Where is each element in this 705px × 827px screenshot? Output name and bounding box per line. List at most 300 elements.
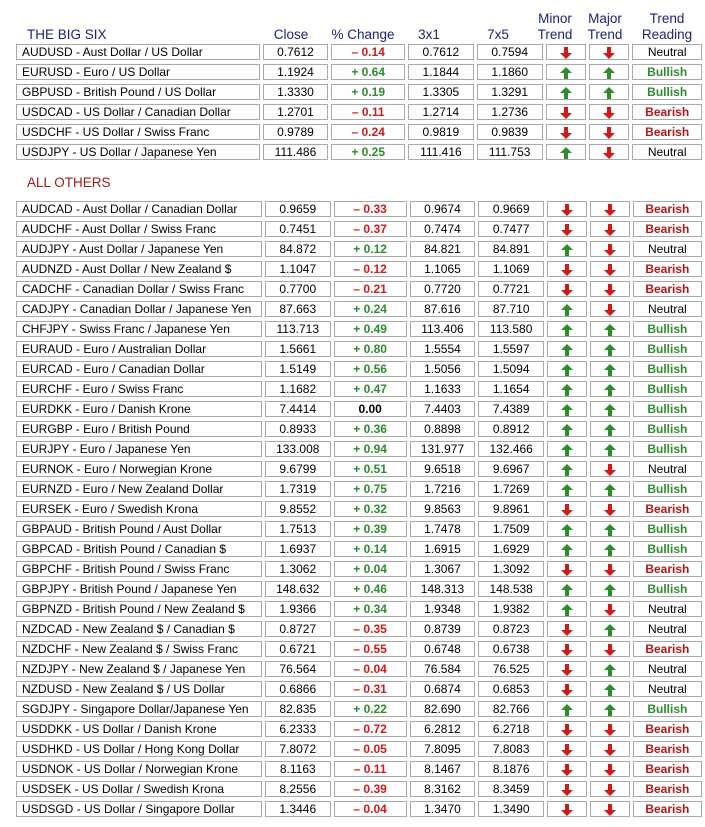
close-value: 0.8727 [265,621,331,637]
pair-name: USDSGD - US Dollar / Singapore Dollar [16,801,262,817]
close-value: 82.835 [265,701,331,717]
table-row [16,124,702,140]
arrow-up-icon [604,482,616,496]
value-3x1: 111.416 [408,144,474,160]
trend-reading-value: Bearish [633,561,702,577]
value-3x1: 0.6874 [410,681,476,697]
trend-reading-value: Bullish [633,521,702,537]
minor-trend-cell [547,401,587,417]
value-7x5: 1.5597 [478,341,544,357]
arrow-down-icon [604,742,616,756]
pct-change-value: + 0.51 [334,461,407,477]
arrow-up-icon [603,65,615,79]
arrow-down-icon [604,722,616,736]
arrow-up-icon [604,382,616,396]
close-value: 1.2701 [263,104,329,120]
minor-trend-cell [547,641,587,657]
arrow-down-icon [604,502,616,516]
trend-reading-value: Neutral [632,44,702,60]
close-value: 0.7451 [265,221,331,237]
value-3x1: 87.616 [410,301,476,317]
value-3x1: 1.1633 [410,381,476,397]
table-row [16,621,702,637]
major-trend-cell [590,481,630,497]
value-3x1: 0.6748 [410,641,476,657]
value-7x5: 111.753 [477,144,543,160]
table-row [16,741,702,757]
close-value: 6.2333 [265,721,331,737]
close-value: 0.9789 [263,124,329,140]
value-7x5: 0.6738 [478,641,544,657]
pct-change-value: + 0.80 [334,341,407,357]
arrow-down-icon [561,222,573,236]
arrow-up-icon [604,442,616,456]
table-row [16,221,702,237]
arrow-down-icon [561,622,573,636]
col-7x5: 7x5 [487,27,509,42]
table-row [16,501,702,517]
arrow-up-icon [604,322,616,336]
pct-change-value: – 0.35 [334,621,407,637]
arrow-up-icon [603,85,615,99]
pair-name: GBPJPY - British Pound / Japanese Yen [16,581,262,597]
value-3x1: 0.7720 [410,281,476,297]
value-7x5: 7.8083 [478,741,544,757]
table-row [16,321,702,337]
pair-name: AUDNZD - Aust Dollar / New Zealand $ [16,261,262,277]
minor-trend-cell [547,741,587,757]
pair-name: EURAUD - Euro / Australian Dollar [16,341,262,357]
arrow-up-icon [560,65,572,79]
minor-trend-cell [547,521,587,537]
value-3x1: 8.3162 [410,781,476,797]
value-3x1: 0.8898 [410,421,476,437]
trend-reading-value: Bullish [633,541,702,557]
pct-change-value: – 0.04 [334,801,407,817]
table-row [16,104,702,120]
major-trend-cell [590,321,630,337]
arrow-down-icon [604,302,616,316]
pair-name: GBPUSD - British Pound / US Dollar [16,84,260,100]
minor-trend-cell [547,561,587,577]
close-value: 76.564 [265,661,331,677]
close-value: 1.1924 [263,64,329,80]
value-7x5: 0.7477 [478,221,544,237]
arrow-up-icon [604,422,616,436]
trend-reading-value: Bearish [633,721,702,737]
minor-trend-cell [547,441,587,457]
pct-change-value: – 0.05 [334,741,407,757]
value-7x5: 0.9839 [477,124,543,140]
close-value: 0.7612 [263,44,329,60]
table-row [16,461,702,477]
close-value: 1.1047 [265,261,331,277]
table-row [16,301,702,317]
arrow-up-icon [561,542,573,556]
major-trend-cell [590,501,630,517]
trend-reading-value: Bearish [633,261,702,277]
major-trend-cell [590,661,630,677]
arrow-up-icon [561,482,573,496]
value-7x5: 8.3459 [478,781,544,797]
value-3x1: 9.8563 [410,501,476,517]
col-major-trend-line2: Trend [587,27,623,42]
major-trend-cell [590,241,630,257]
pct-change-value: + 0.19 [331,84,405,100]
value-3x1: 1.3305 [408,84,474,100]
value-7x5: 0.8912 [478,421,544,437]
close-value: 8.1163 [265,761,331,777]
pair-name: NZDCHF - New Zealand $ / Swiss Franc [16,641,262,657]
close-value: 9.6799 [265,461,331,477]
major-trend-cell [590,621,630,637]
major-trend-cell [590,421,630,437]
trend-reading-value: Bullish [633,481,702,497]
minor-trend-cell [547,241,587,257]
table-row [16,201,702,217]
minor-trend-cell [546,104,586,120]
pair-name: USDDKK - US Dollar / Danish Krone [16,721,262,737]
arrow-up-icon [561,462,573,476]
pct-change-value: + 0.14 [334,541,407,557]
table-row [16,421,702,437]
close-value: 1.6937 [265,541,331,557]
pair-name: SGDJPY - Singapore Dollar/Japanese Yen [16,701,262,717]
pair-name: EURJPY - Euro / Japanese Yen [16,441,262,457]
major-trend-cell [590,221,630,237]
table-row [16,681,702,697]
value-3x1: 0.7612 [408,44,474,60]
arrow-up-icon [604,702,616,716]
minor-trend-cell [547,221,587,237]
arrow-down-icon [561,742,573,756]
value-3x1: 0.8739 [410,621,476,637]
pct-change-value: + 0.24 [334,301,407,317]
minor-trend-cell [547,581,587,597]
col-pct-change: % Change [331,27,395,42]
value-7x5: 132.466 [478,441,544,457]
pct-change-value: + 0.04 [334,561,407,577]
minor-trend-cell [547,781,587,797]
major-trend-cell [590,401,630,417]
pair-name: USDHKD - US Dollar / Hong Kong Dollar [16,741,262,757]
value-3x1: 0.7474 [410,221,476,237]
arrow-down-icon [561,762,573,776]
major-trend-cell [589,104,629,120]
pair-name: GBPCAD - British Pound / Canadian $ [16,541,262,557]
arrow-down-icon [603,125,615,139]
arrow-up-icon [604,682,616,696]
arrow-down-icon [561,722,573,736]
minor-trend-cell [546,124,586,140]
trend-reading-value: Neutral [633,241,702,257]
value-7x5: 1.3490 [478,801,544,817]
pct-change-value: – 0.37 [334,221,407,237]
close-value: 111.486 [263,144,329,160]
trend-reading-value: Neutral [633,681,702,697]
minor-trend-cell [547,341,587,357]
close-value: 0.6866 [265,681,331,697]
close-value: 148.632 [265,581,331,597]
major-trend-cell [590,281,630,297]
close-value: 1.1682 [265,381,331,397]
major-trend-cell [590,641,630,657]
minor-trend-cell [547,681,587,697]
minor-trend-cell [547,601,587,617]
value-3x1: 0.9674 [410,201,476,217]
trend-reading-value: Neutral [633,301,702,317]
close-value: 1.3330 [263,84,329,100]
pct-change-value: 0.00 [334,401,407,417]
arrow-up-icon [561,322,573,336]
trend-reading-value: Bearish [633,221,702,237]
major-trend-cell [590,521,630,537]
minor-trend-cell [547,261,587,277]
pair-name: USDNOK - US Dollar / Norwegian Krone [16,761,262,777]
close-value: 0.7700 [265,281,331,297]
value-3x1: 113.406 [410,321,476,337]
pct-change-value: + 0.64 [331,64,405,80]
major-trend-cell [590,581,630,597]
table-row [16,761,702,777]
value-7x5: 1.1069 [478,261,544,277]
pct-change-value: + 0.47 [334,381,407,397]
table-row [16,721,702,737]
minor-trend-cell [547,761,587,777]
arrow-down-icon [561,262,573,276]
value-7x5: 9.6967 [478,461,544,477]
arrow-down-icon [604,262,616,276]
arrow-down-icon [561,782,573,796]
value-7x5: 87.710 [478,301,544,317]
trend-reading-value: Neutral [633,601,702,617]
col-trend-reading-line2: Reading [641,27,693,42]
pair-name: EURCAD - Euro / Canadian Dollar [16,361,262,377]
table-row [16,561,702,577]
trend-reading-value: Bearish [633,801,702,817]
pair-name: EURSEK - Euro / Swedish Krona [16,501,262,517]
close-value: 113.713 [265,321,331,337]
major-trend-cell [590,761,630,777]
pct-change-value: + 0.56 [334,361,407,377]
arrow-down-icon [561,682,573,696]
arrow-down-icon [604,762,616,776]
table-row [16,481,702,497]
col-close: Close [273,27,309,42]
arrow-up-icon [561,582,573,596]
pair-name: GBPAUD - British Pound / Aust Dollar [16,521,262,537]
value-3x1: 6.2812 [410,721,476,737]
value-7x5: 0.7721 [478,281,544,297]
minor-trend-cell [547,801,587,817]
trend-reading-value: Bullish [633,581,702,597]
table-row [16,521,702,537]
trend-reading-value: Bearish [632,104,702,120]
pct-change-value: + 0.49 [334,321,407,337]
close-value: 1.3446 [265,801,331,817]
trend-reading-value: Neutral [633,461,702,477]
arrow-up-icon [604,342,616,356]
value-7x5: 1.3291 [477,84,543,100]
arrow-down-icon [561,562,573,576]
pct-change-value: + 0.34 [334,601,407,617]
trend-reading-value: Neutral [632,144,702,160]
table-row [16,341,702,357]
minor-trend-cell [547,661,587,677]
pct-change-value: – 0.55 [334,641,407,657]
trend-reading-value: Bullish [633,341,702,357]
col-minor-trend [531,11,579,43]
minor-trend-cell [547,701,587,717]
arrow-down-icon [561,202,573,216]
all-others-table [13,197,705,821]
pair-name: GBPNZD - British Pound / New Zealand $ [16,601,262,617]
value-3x1: 82.690 [410,701,476,717]
trend-reading-value: Bullish [633,361,702,377]
arrow-down-icon [603,105,615,119]
pct-change-value: – 0.11 [331,104,405,120]
major-trend-cell [590,561,630,577]
table-row [16,601,702,617]
value-7x5: 1.9382 [478,601,544,617]
close-value: 8.2556 [265,781,331,797]
value-3x1: 0.9819 [408,124,474,140]
value-3x1: 84.821 [410,241,476,257]
value-7x5: 1.3092 [478,561,544,577]
trend-reading-value: Neutral [633,661,702,677]
pair-name: EURCHF - Euro / Swiss Franc [16,381,262,397]
pair-name: AUDCHF - Aust Dollar / Swiss Franc [16,221,262,237]
minor-trend-cell [547,301,587,317]
trend-reading-value: Bullish [632,84,702,100]
pair-name: EURGBP - Euro / British Pound [16,421,262,437]
table-header [13,6,703,44]
pct-change-value: + 0.32 [334,501,407,517]
minor-trend-cell [547,281,587,297]
minor-trend-cell [547,361,587,377]
trend-reading-value: Bearish [633,201,702,217]
section-title-all-others: ALL OTHERS [27,175,111,190]
arrow-down-icon [604,602,616,616]
value-3x1: 1.7478 [410,521,476,537]
minor-trend-cell [546,84,586,100]
value-7x5: 6.2718 [478,721,544,737]
arrow-down-icon [561,282,573,296]
col-trend-reading [633,11,701,43]
pair-name: NZDJPY - New Zealand $ / Japanese Yen [16,661,262,677]
value-7x5: 1.7269 [478,481,544,497]
major-trend-cell [590,541,630,557]
trend-reading-value: Bearish [633,741,702,757]
table-row [16,801,702,817]
major-trend-cell [590,441,630,457]
arrow-up-icon [560,145,572,159]
trend-reading-value: Bearish [633,641,702,657]
arrow-down-icon [603,145,615,159]
value-3x1: 8.1467 [410,761,476,777]
pair-name: EURDKK - Euro / Danish Krone [16,401,262,417]
pct-change-value: – 0.24 [331,124,405,140]
table-row [16,84,702,100]
minor-trend-cell [547,481,587,497]
close-value: 133.008 [265,441,331,457]
arrow-down-icon [604,222,616,236]
minor-trend-cell [547,461,587,477]
close-value: 84.872 [265,241,331,257]
table-row [16,581,702,597]
value-7x5: 1.1654 [478,381,544,397]
close-value: 0.6721 [265,641,331,657]
value-3x1: 76.584 [410,661,476,677]
value-3x1: 7.4403 [410,401,476,417]
value-7x5: 84.891 [478,241,544,257]
pct-change-value: + 0.94 [334,441,407,457]
arrow-down-icon [561,502,573,516]
table-row [16,701,702,717]
value-3x1: 7.8095 [410,741,476,757]
arrow-down-icon [561,802,573,816]
table-row [16,361,702,377]
minor-trend-cell [546,44,586,60]
pair-name: USDJPY - US Dollar / Japanese Yen [16,144,260,160]
pct-change-value: + 0.75 [334,481,407,497]
arrow-up-icon [561,382,573,396]
close-value: 7.8072 [265,741,331,757]
value-7x5: 113.580 [478,321,544,337]
arrow-up-icon [604,582,616,596]
table-row [16,661,702,677]
value-7x5: 0.7594 [477,44,543,60]
arrow-up-icon [604,362,616,376]
minor-trend-cell [546,64,586,80]
pair-name: EURUSD - Euro / US Dollar [16,64,260,80]
trend-reading-value: Bullish [633,421,702,437]
minor-trend-cell [547,541,587,557]
trend-reading-value: Bearish [633,781,702,797]
value-7x5: 1.7509 [478,521,544,537]
major-trend-cell [590,381,630,397]
arrow-up-icon [561,362,573,376]
minor-trend-cell [547,721,587,737]
arrow-up-icon [561,702,573,716]
table-row [16,641,702,657]
table-row [16,281,702,297]
minor-trend-cell [547,381,587,397]
pair-name: NZDUSD - New Zealand $ / US Dollar [16,681,262,697]
arrow-down-icon [560,105,572,119]
col-trend-reading-line1: Trend [649,11,685,26]
value-3x1: 1.3067 [410,561,476,577]
arrow-up-icon [604,622,616,636]
value-7x5: 1.6929 [478,541,544,557]
trend-reading-value: Bearish [633,501,702,517]
value-7x5: 9.8961 [478,501,544,517]
pair-name: CADJPY - Canadian Dollar / Japanese Yen [16,301,262,317]
pair-name: USDCAD - US Dollar / Canadian Dollar [16,104,260,120]
arrow-up-icon [560,85,572,99]
pct-change-value: – 0.21 [334,281,407,297]
pct-change-value: + 0.36 [334,421,407,437]
minor-trend-cell [547,201,587,217]
arrow-down-icon [604,562,616,576]
col-minor-trend-line1: Minor [538,11,572,26]
trend-reading-value: Neutral [633,621,702,637]
value-3x1: 148.313 [410,581,476,597]
arrow-down-icon [561,662,573,676]
arrow-up-icon [561,342,573,356]
close-value: 0.8933 [265,421,331,437]
value-7x5: 82.766 [478,701,544,717]
